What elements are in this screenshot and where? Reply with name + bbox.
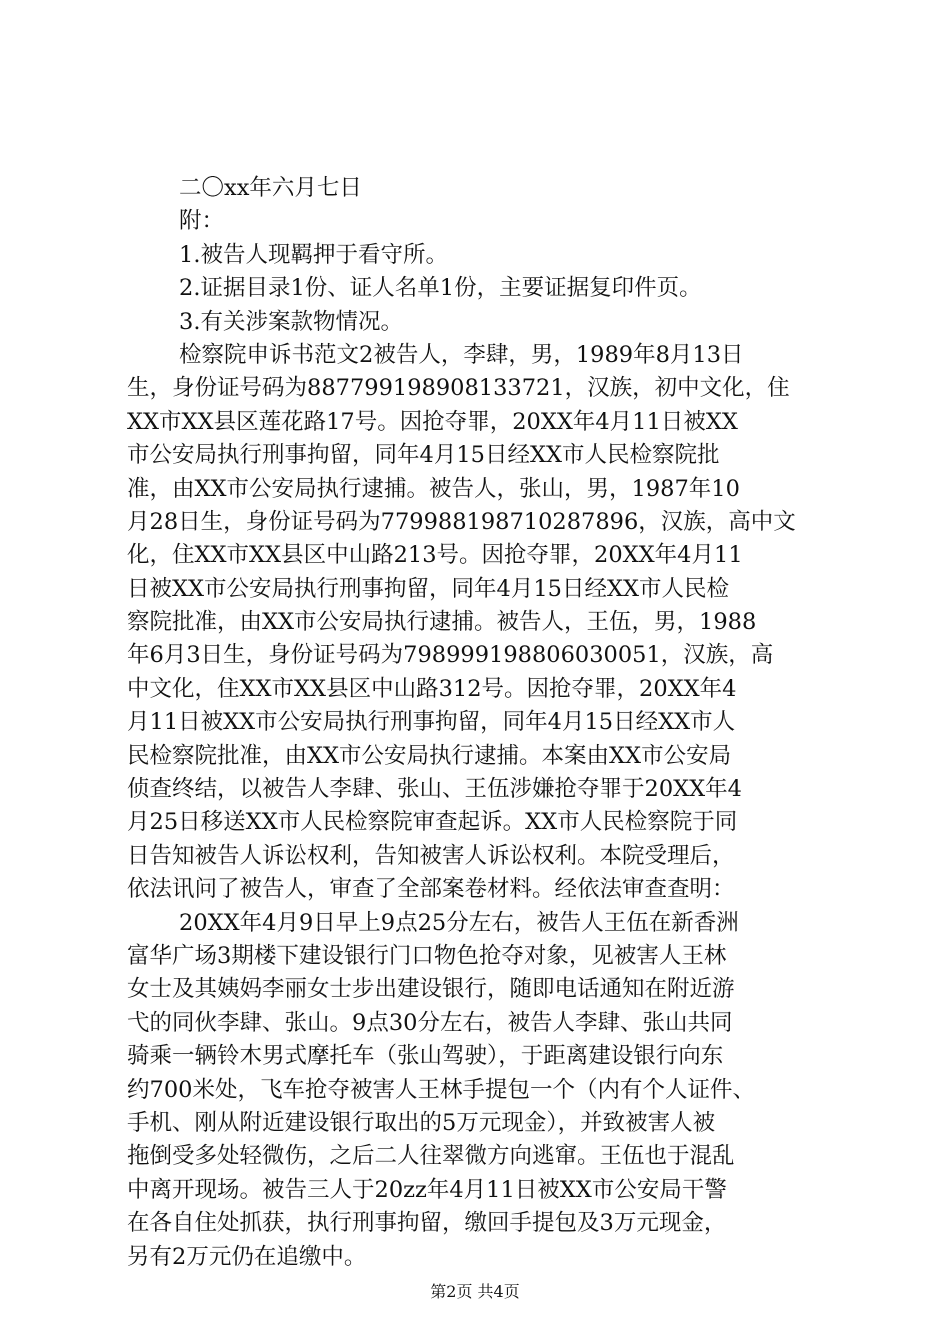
text-line: 察院批准，由XX市公安局执行逮捕。被告人，王伍，男，1988	[127, 609, 757, 636]
text-line: 日告知被告人诉讼权利，告知被害人诉讼权利。本院受理后，	[127, 842, 735, 869]
text-line: 约700米处，飞车抢夺被害人王林手提包一个（内有个人证件、	[127, 1076, 755, 1103]
text-line: 年6月3日生，身份证号码为798999198806030051，汉族，高	[127, 642, 774, 669]
text-line: 另有2万元仍在追缴中。	[127, 1243, 367, 1270]
text-line: 中离开现场。被告三人于20zz年4月11日被XX市公安局干警	[127, 1176, 727, 1203]
text-line: 在各自住处抓获，执行刑事拘留，缴回手提包及3万元现金，	[127, 1210, 727, 1237]
text-line: XX市XX县区莲花路17号。因抢夺罪，20XX年4月11日被XX	[127, 408, 738, 435]
text-line: 民检察院批准，由XX市公安局执行逮捕。本案由XX市公安局	[127, 742, 732, 769]
text-line: 月28日生，身份证号码为779988198710287896，汉族，高中文	[127, 508, 796, 535]
text-line: 骑乘一辆铃木男式摩托车（张山驾驶），于距离建设银行向东	[127, 1043, 724, 1070]
text-line: 3.有关涉案款物情况。	[179, 308, 403, 335]
text-line: 拖倒受多处轻微伤，之后二人往翠微方向逃窜。王伍也于混乱	[127, 1143, 735, 1170]
text-line: 附：	[179, 208, 225, 235]
text-line: 二〇xx年六月七日	[179, 175, 362, 201]
text-line: 市公安局执行刑事拘留，同年4月15日经XX市人民检察院批	[127, 442, 720, 469]
text-line: 女士及其姨妈李丽女士步出建设银行，随即电话通知在附近游	[127, 976, 735, 1003]
text-line: 日被XX市公安局执行刑事拘留，同年4月15日经XX市人民检	[127, 575, 730, 602]
text-line: 弋的同伙李肆、张山。9点30分左右，被告人李肆、张山共同	[127, 1009, 733, 1036]
text-line: 20XX年4月9日早上9点25分左右，被告人王伍在新香洲	[179, 909, 739, 936]
text-line: 侦查终结，以被告人李肆、张山、王伍涉嫌抢夺罪于20XX年4	[127, 776, 742, 803]
document-body	[127, 172, 837, 1274]
text-line: 2.证据目录1份、证人名单1份，主要证据复印件页。	[179, 275, 702, 302]
text-line: 中文化，住XX市XX县区中山路312号。因抢夺罪，20XX年4	[127, 675, 737, 702]
text-line: 月11日被XX市公安局执行刑事拘留，同年4月15日经XX市人	[127, 709, 736, 736]
text-line: 生，身份证号码为887799198908133721，汉族，初中文化，住	[127, 375, 790, 402]
text-line: 1.被告人现羁押于看守所。	[179, 241, 448, 268]
text-line: 富华广场3期楼下建设银行门口物色抢夺对象，见被害人王林	[127, 942, 727, 969]
text-line: 手机、刚从附近建设银行取出的5万元现金），并致被害人被	[127, 1109, 716, 1136]
text-line: 化，住XX市XX县区中山路213号。因抢夺罪，20XX年4月11	[127, 542, 743, 569]
text-line: 月25日移送XX市人民检察院审查起诉。XX市人民检察院于同	[127, 809, 738, 836]
text-line: 依法讯问了被告人，审查了全部案卷材料。经依法审查查明：	[127, 876, 735, 903]
text-line: 检察院申诉书范文2被告人，李肆，男，1989年8月13日	[179, 341, 744, 368]
page-footer: 第2页 共4页	[430, 1282, 520, 1301]
text-line: 准，由XX市公安局执行逮捕。被告人，张山，男，1987年10	[127, 475, 740, 502]
